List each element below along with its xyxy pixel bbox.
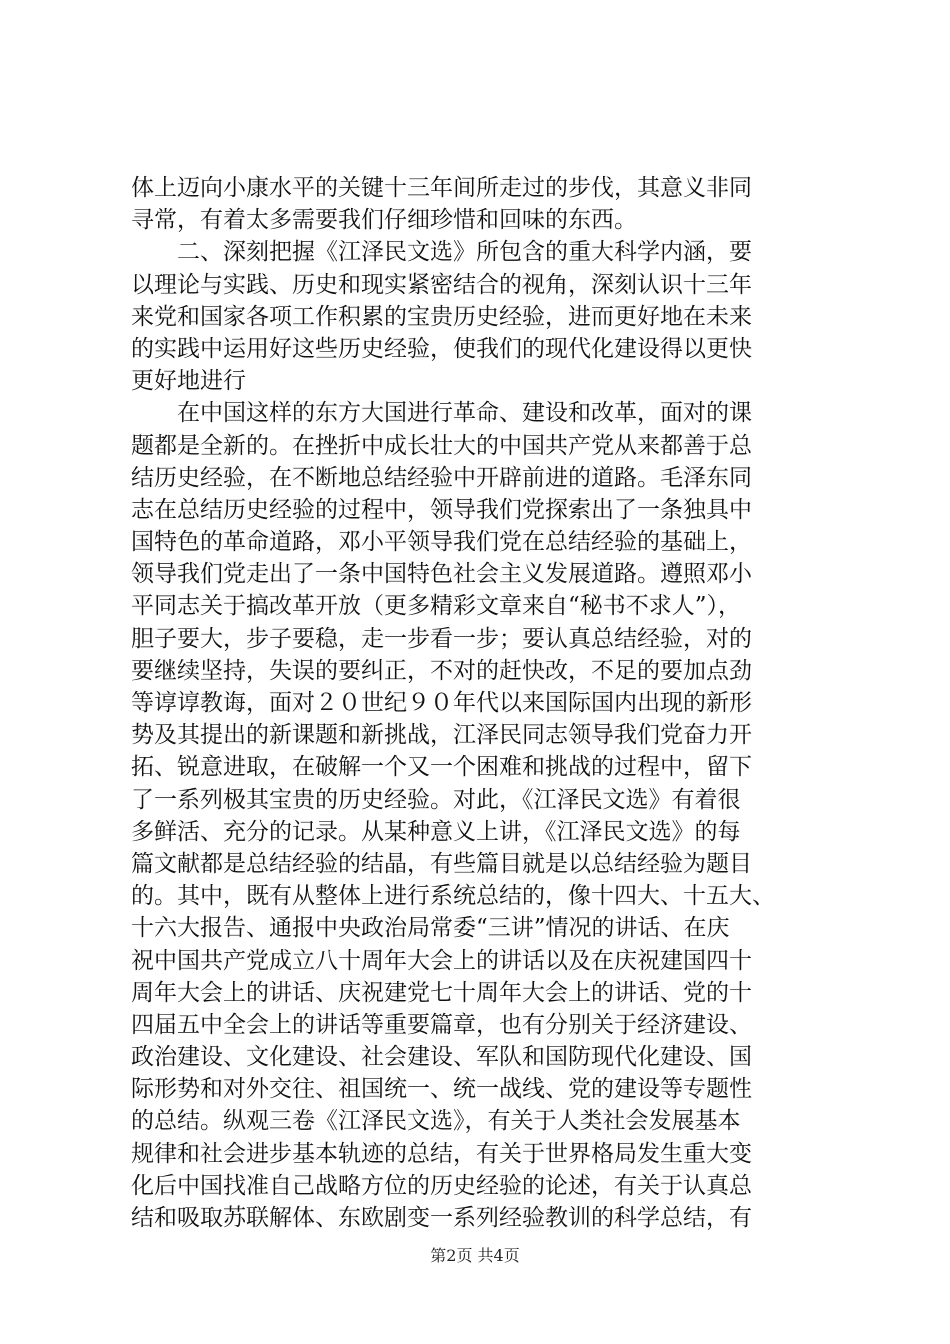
text-line: 领导我们党走出了一条中国特色社会主义发展道路。遵照邓小 <box>131 561 752 588</box>
text-line: 平同志关于搞改革开放（更多精彩文章来自“秘书不求人”）， <box>131 593 742 620</box>
text-line: 来党和国家各项工作积累的宝贵历史经验，进而更好地在未来 <box>131 303 752 330</box>
text-line: 十六大报告、通报中央政治局常委“三讲”情况的讲话、在庆 <box>131 915 730 942</box>
text-line: 篇文献都是总结经验的结晶，有些篇目就是以总结经验为题目 <box>131 850 752 877</box>
page-footer: 第2页 共4页 <box>430 1246 520 1265</box>
text-line: 要继续坚持，失误的要纠正，不对的赶快改，不足的要加点劲 <box>131 657 752 684</box>
text-line: 了一系列极其宝贵的历史经验。对此，《江泽民文选》有着很 <box>131 786 741 813</box>
text-line: 势及其提出的新课题和新挑战，江泽民同志领导我们党奋力开 <box>131 722 752 749</box>
text-line: 二、深刻把握《江泽民文选》所包含的重大科学内涵，要 <box>131 239 752 266</box>
text-line: 更好地进行 <box>131 368 246 395</box>
text-line: 的总结。纵观三卷《江泽民文选》，有关于人类社会发展基本 <box>131 1108 741 1135</box>
text-line: 四届五中全会上的讲话等重要篇章，也有分别关于经济建设、 <box>131 1011 752 1038</box>
text-line: 国特色的革命道路，邓小平领导我们党在总结经验的基础上， <box>131 529 752 556</box>
text-line: 体上迈向小康水平的关键十三年间所走过的步伐，其意义非同 <box>131 175 752 201</box>
text-line: 多鲜活、充分的记录。从某种意义上讲，《江泽民文选》的每 <box>131 818 741 845</box>
text-line: 结历史经验，在不断地总结经验中开辟前进的道路。毛泽东同 <box>131 464 752 491</box>
text-line: 的。其中，既有从整体上进行系统总结的，像十四大、十五大、 <box>131 883 775 910</box>
text-line: 祝中国共产党成立八十周年大会上的讲话以及在庆祝建国四十 <box>131 947 752 974</box>
text-line: 题都是全新的。在挫折中成长壮大的中国共产党从来都善于总 <box>131 432 752 459</box>
text-line: 规律和社会进步基本轨迹的总结，有关于世界格局发生重大变 <box>131 1140 752 1167</box>
text-line: 拓、锐意进取，在破解一个又一个困难和挑战的过程中，留下 <box>131 754 752 781</box>
text-line: 等谆谆教诲，面对２０世纪９０年代以来国际国内出现的新形 <box>131 690 752 716</box>
text-line: 寻常，有着太多需要我们仔细珍惜和回味的东西。 <box>131 207 637 234</box>
text-line: 化后中国找准自己战略方位的历史经验的论述，有关于认真总 <box>131 1172 752 1199</box>
text-line: 的实践中运用好这些历史经验，使我们的现代化建设得以更快 <box>131 335 752 362</box>
text-line: 周年大会上的讲话、庆祝建党七十周年大会上的讲话、党的十 <box>131 979 752 1006</box>
text-line: 志在总结历史经验的过程中，领导我们党探索出了一条独具中 <box>131 496 752 523</box>
text-line: 结和吸取苏联解体、东欧剧变一系列经验教训的科学总结，有 <box>131 1205 752 1231</box>
body-text <box>131 172 831 1234</box>
text-line: 际形势和对外交往、祖国统一、统一战线、党的建设等专题性 <box>131 1076 752 1103</box>
text-line: 政治建设、文化建设、社会建设、军队和国防现代化建设、国 <box>131 1044 752 1071</box>
text-line: 胆子要大，步子要稳，走一步看一步；要认真总结经验，对的 <box>131 625 752 652</box>
text-line: 以理论与实践、历史和现实紧密结合的视角，深刻认识十三年 <box>131 271 752 298</box>
text-line: 在中国这样的东方大国进行革命、建设和改革，面对的课 <box>131 400 752 427</box>
